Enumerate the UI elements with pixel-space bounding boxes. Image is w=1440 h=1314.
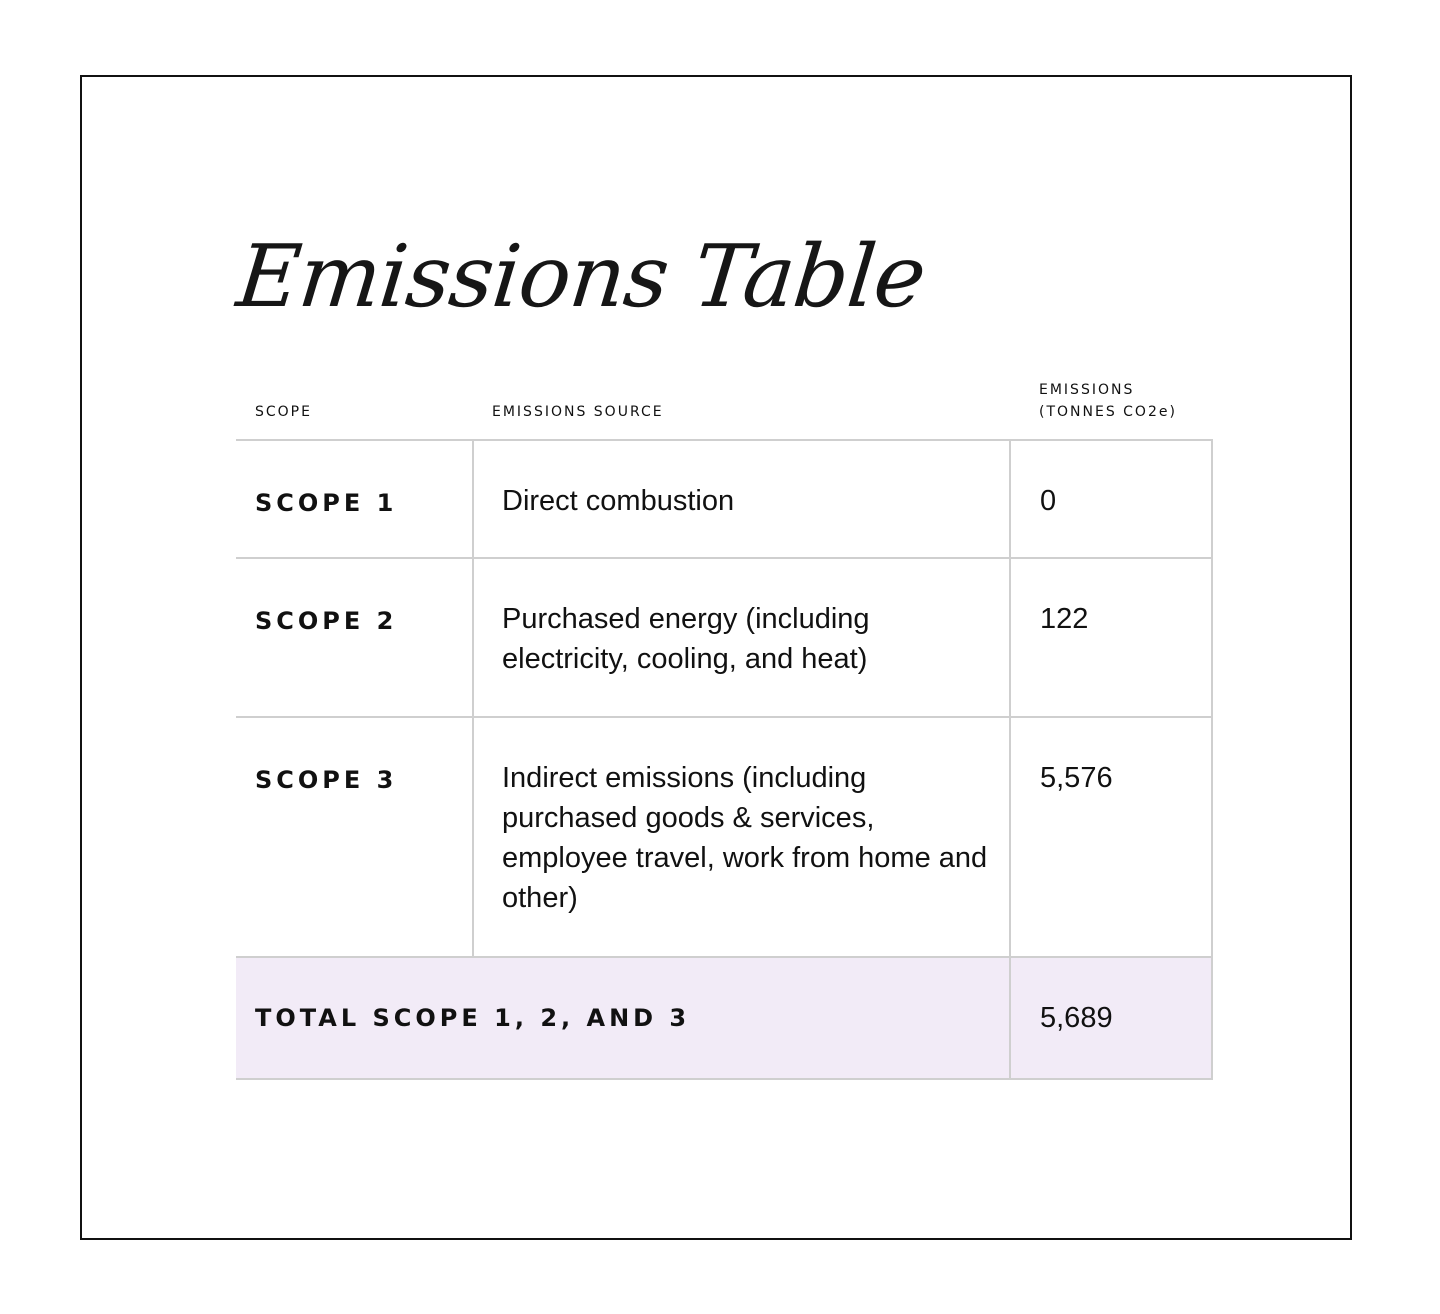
page-title: Emissions Table [232,227,930,327]
source-cell: Direct combustion [473,440,1010,558]
emissions-cell: 0 [1010,440,1212,558]
total-emissions-cell: 5,689 [1010,957,1212,1079]
header-scope: SCOPE [236,375,473,440]
emissions-cell: 122 [1010,558,1212,717]
total-label-cell: TOTAL SCOPE 1, 2, AND 3 [236,957,1010,1079]
header-emissions-line2: (TONNES CO2e) [1039,404,1177,420]
header-emissions-line1: EMISSIONS [1039,382,1135,398]
scope-cell: SCOPE 2 [236,558,473,717]
scope-cell: SCOPE 3 [236,717,473,957]
emissions-table-container [236,375,1212,1080]
emissions-cell: 5,576 [1010,717,1212,957]
emissions-table [236,375,1213,1080]
table-row [236,558,1212,717]
total-row [236,957,1212,1079]
source-cell: Purchased energy (including electricity, cooling, and heat) [473,558,1010,717]
table-row [236,440,1212,558]
scope-cell: SCOPE 1 [236,440,473,558]
header-emissions-source: EMISSIONS SOURCE [473,375,1010,440]
table-row [236,717,1212,957]
source-cell: Indirect emissions (including purchased goods & services, employee travel, work from home and other) [473,717,1010,957]
table-header-row [236,375,1212,440]
header-emissions-tonnes [1010,375,1212,440]
